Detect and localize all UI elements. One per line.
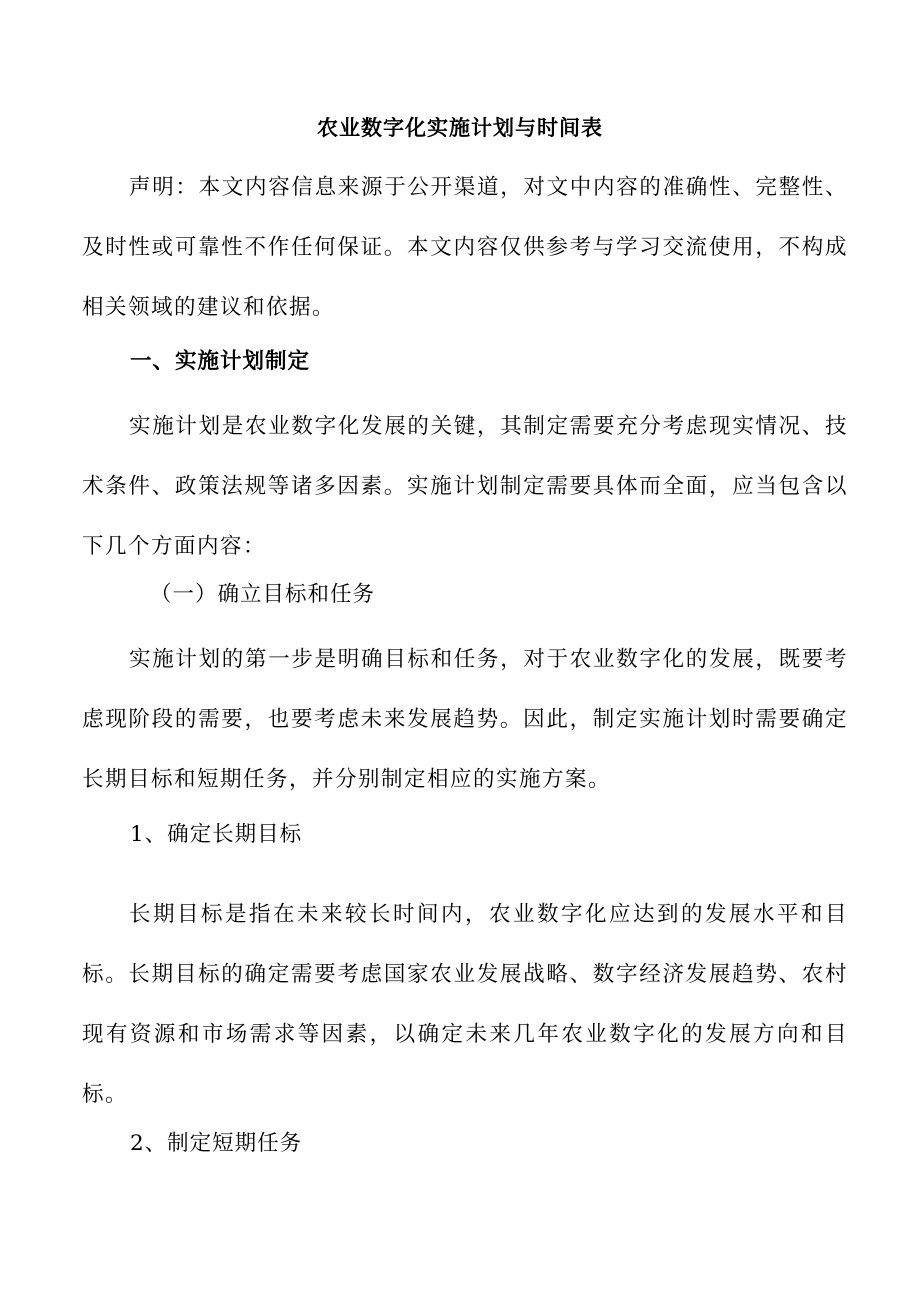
subsection-paragraph: 实施计划的第一步是明确目标和任务，对于农业数字化的发展，既要考虑现阶段的需要，也要考虑未来发展趋势。因此，制定实施计划时需要确定长期目标和短期任务，并分别制定相应的实施方案。 — [82, 647, 848, 792]
disclaimer-paragraph: 声明：本文内容信息来源于公开渠道，对文中内容的准确性、完整性、及时性或可靠性不作任何保证。本文内容仅供参考与学习交流使用，不构成相关领域的建议和依据。 — [82, 175, 848, 320]
item-heading-long-term: 1、确定长期目标 — [130, 822, 303, 847]
document-title: 农业数字化实施计划与时间表 — [317, 115, 603, 140]
item-paragraph-long-term: 长期目标是指在未来较长时间内，农业数字化应达到的发展水平和目标。长期目标的确定需要考虑国家农业发展战略、数字经济发展趋势、农村现有资源和市场需求等因素，以确定未来几年农业数字化的发展方向和目标。 — [82, 902, 848, 1107]
subsection-heading: （一）确立目标和任务 — [150, 582, 376, 607]
item-heading-short-term: 2、制定短期任务 — [130, 1131, 303, 1156]
section-heading: 一、实施计划制定 — [130, 349, 311, 374]
section-intro-paragraph: 实施计划是农业数字化发展的关键，其制定需要充分考虑现实情况、技术条件、政策法规等诸多因素。实施计划制定需要具体而全面，应当包含以下几个方面内容： — [82, 414, 848, 559]
